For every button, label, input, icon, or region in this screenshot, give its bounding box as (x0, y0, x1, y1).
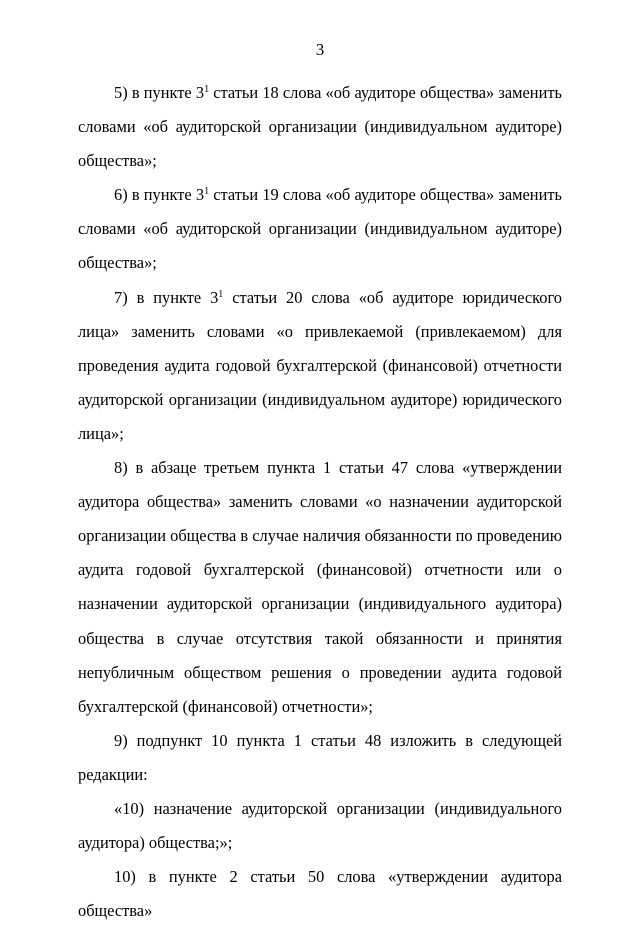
item-7-rest: статьи 20 слова «об аудиторе юридического лица» заменить словами «о привлекаемой (привлекаемом) для проведения аудита годовой бухгалтерской (финансовой) отчетности аудиторской организации (индивидуальном аудиторе) юридического лица»; (78, 287, 562, 443)
item-5-rest: статьи 18 слова «об аудиторе общества» заменить словами «об аудиторской организации (индивидуальном аудиторе) общества»; (78, 83, 562, 171)
item-7-superscript: 1 (218, 288, 224, 300)
list-item-6 (78, 178, 562, 280)
item-5-lead: 5) в пункте 3 (114, 83, 205, 102)
list-item-7 (78, 281, 562, 451)
list-item-5 (78, 76, 562, 178)
item-7-lead: 7) в пункте 3 (114, 287, 219, 307)
document-body (78, 76, 562, 928)
item-6-superscript: 1 (204, 186, 210, 198)
page-number: 3 (315, 40, 325, 59)
item-6-lead: 6) в пункте 3 (114, 185, 205, 205)
list-item-10: 10) в пункте 2 статьи 50 слова «утверждении аудитора общества» (78, 867, 562, 921)
list-item-8: 8) в абзаце третьем пункта 1 статьи 47 слова «утверждении аудитора общества» заменить словами «о назначении аудиторской организации общества в случае наличия обязанности по проведению аудита годовой бухгалтерской (финансовой) отчетности или о назначении аудиторской организации (индивидуального аудитора) общества в случае отсутствия такой обязанности и принятия непубличным обществом решения о проведении аудита годовой бухгалтерской (финансовой) отчетности»; (78, 458, 562, 716)
list-item-9: 9) подпункт 10 пункта 1 статьи 48 изложить в следующей редакции: (78, 730, 562, 784)
item-6-rest: статьи 19 слова «об аудиторе общества» заменить словами «об аудиторской организации (индивидуальном аудиторе) общества»; (78, 185, 562, 273)
item-5-superscript: 1 (204, 84, 210, 95)
list-item-9-quote: «10) назначение аудиторской организации (индивидуального аудитора) общества;»; (78, 798, 562, 853)
